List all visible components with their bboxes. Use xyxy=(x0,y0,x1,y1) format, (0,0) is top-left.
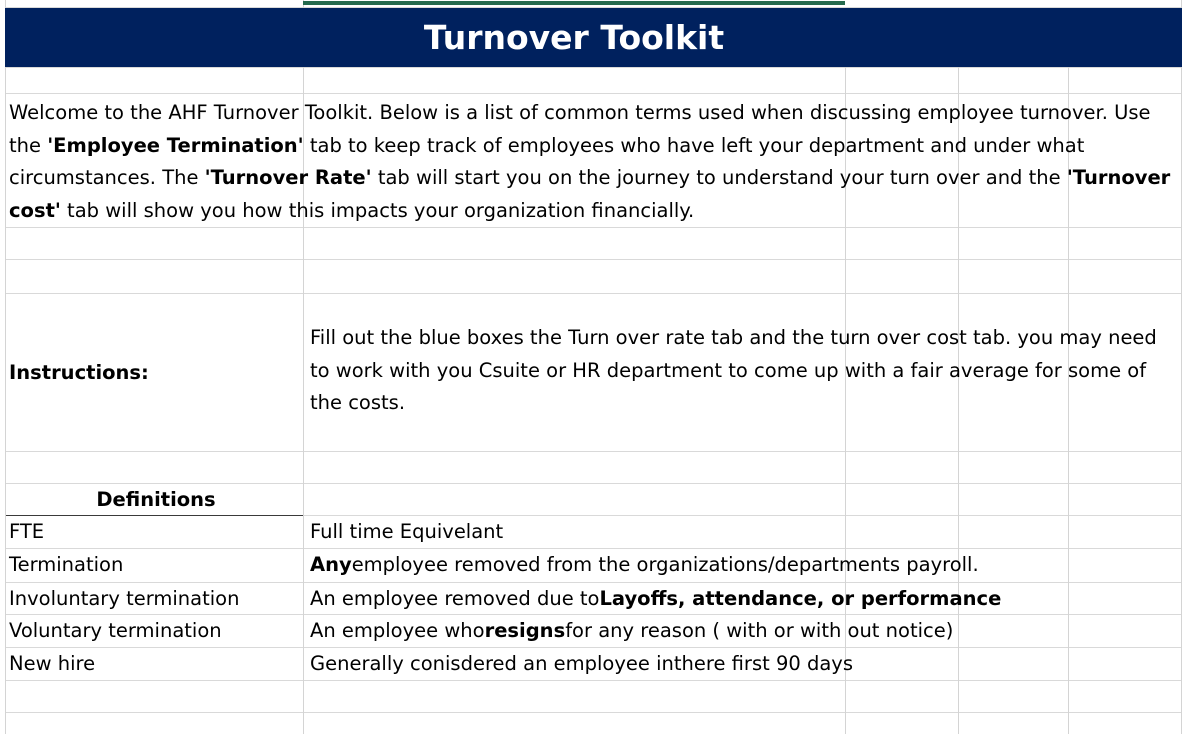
definition-text-bold: Any xyxy=(310,553,352,577)
definition-text-post: for any reason ( with or with out notice) xyxy=(565,619,954,643)
definition-description xyxy=(310,615,1170,648)
definition-text-bold: Layoffs, attendance, or performance xyxy=(599,587,1002,611)
definition-term: Voluntary termination xyxy=(9,619,222,643)
definition-text-post: employee removed from the organizations/departments payroll. xyxy=(351,553,979,577)
page-title: Turnover Toolkit xyxy=(423,18,725,57)
definition-term: Involuntary termination xyxy=(9,587,240,611)
intro-text-4: tab will show you how this impacts your organization financially. xyxy=(60,198,695,222)
definition-text-pre: An employee who xyxy=(310,619,485,643)
definition-description xyxy=(310,516,1170,549)
instructions-label: Instructions: xyxy=(9,360,149,384)
grid-hline xyxy=(5,712,1182,713)
grid-hline xyxy=(5,93,1182,94)
definition-description xyxy=(310,648,1170,681)
banner-accent-bar xyxy=(303,1,845,5)
definition-text-bold: resigns xyxy=(484,619,566,643)
intro-paragraph xyxy=(9,97,1179,225)
definition-description xyxy=(310,583,1170,616)
definition-term: New hire xyxy=(9,652,96,676)
definition-text-pre: Full time Equivelant xyxy=(310,520,504,544)
intro-text-1: Welcome to the AHF Turnover Toolkit. Below is a list of common terms used when discussing employee turnover. Use the xyxy=(9,101,1151,157)
grid-hline xyxy=(5,227,1182,228)
intro-text-2: tab to keep track of employees who have left your department and under what circumstances. The xyxy=(9,133,1085,189)
grid-hline xyxy=(5,259,1182,260)
intro-bold-employee-termination: 'Employee Termination' xyxy=(47,133,304,157)
intro-bold-turnover-cost: 'Turnover cost' xyxy=(9,166,1171,222)
definition-text-pre: An employee removed due to xyxy=(310,587,600,611)
definition-text-pre: Generally conisdered an employee inthere first 90 days xyxy=(310,652,853,676)
definition-term: Termination xyxy=(9,553,124,577)
grid-vline xyxy=(5,0,6,734)
instructions-body: Fill out the blue boxes the Turn over rate tab and the turn over cost tab. you may need to work with you Csuite or HR department to come up with a fair average for some of the costs. xyxy=(310,326,1157,414)
definition-term: FTE xyxy=(9,520,45,544)
intro-bold-turnover-rate: 'Turnover Rate' xyxy=(204,166,372,189)
definitions-header: Definitions xyxy=(96,487,216,511)
grid-hline xyxy=(5,67,1182,68)
intro-text-3: tab will start you on the journey to understand your turn over and the xyxy=(371,166,1067,189)
definition-description xyxy=(310,549,1170,582)
